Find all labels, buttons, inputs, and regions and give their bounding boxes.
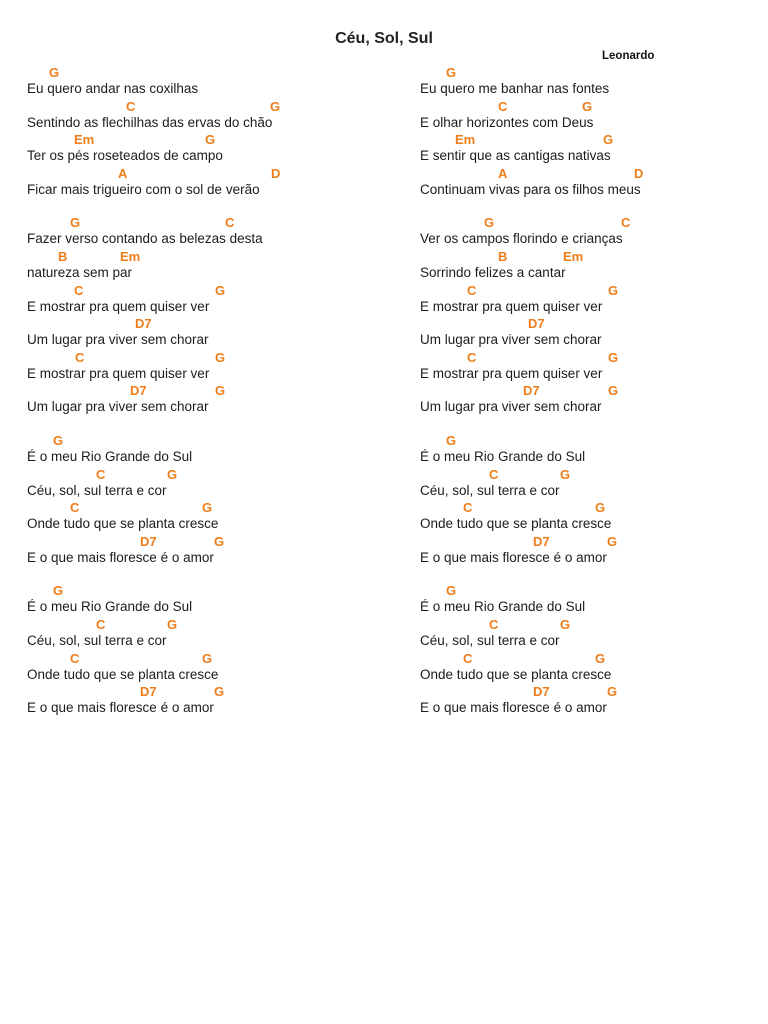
chord-line [420, 616, 768, 633]
chord: D [271, 165, 281, 181]
chord: C [126, 98, 136, 114]
stanza [27, 64, 397, 198]
chord-line [420, 248, 768, 265]
chord: Em [563, 248, 584, 264]
lyric-line: Onde tudo que se planta cresce [420, 666, 612, 682]
chord: D7 [528, 316, 545, 332]
lyric-line: Céu, sol, sul terra e cor [420, 482, 560, 498]
chord-line [420, 165, 768, 182]
verse-line [420, 248, 768, 282]
lyric-line: Céu, sol, sul terra e cor [420, 632, 560, 648]
lyric-line: Um lugar pra viver sem chorar [420, 399, 602, 415]
chord-line [27, 466, 397, 483]
chord: C [74, 282, 84, 298]
chord-line [420, 214, 768, 231]
chord: G [53, 583, 64, 599]
chord-line [27, 683, 397, 700]
chord-line [420, 98, 768, 115]
song-title: Céu, Sol, Sul [335, 30, 433, 47]
chord-line [420, 282, 768, 299]
lyric-line: natureza sem par [27, 264, 133, 280]
artist-name: Leonardo [602, 50, 655, 62]
chord-line [420, 382, 768, 399]
chord: G [215, 282, 226, 298]
chord-line [27, 165, 397, 182]
lyric-line: E sentir que as cantigas nativas [420, 148, 611, 164]
chord: Em [455, 132, 476, 148]
chord-line [420, 582, 768, 599]
chord: D7 [135, 316, 152, 332]
chord: D7 [140, 684, 157, 700]
chord: D7 [533, 533, 550, 549]
lyric-line: E olhar horizontes com Deus [420, 114, 594, 130]
verse-line [27, 282, 397, 316]
lyric-line: Céu, sol, sul terra e cor [27, 482, 167, 498]
chord: B [58, 248, 68, 264]
chord: C [70, 650, 80, 666]
verse-line [420, 683, 768, 717]
lyric-line: Um lugar pra viver sem chorar [27, 332, 209, 348]
chord: G [202, 500, 213, 516]
lyric-line: Fazer verso contando as belezas desta [27, 231, 263, 247]
verse-line [420, 382, 768, 416]
chord-line [420, 64, 768, 81]
chord: G [215, 349, 226, 365]
verse-line [420, 349, 768, 383]
lyric-line: Céu, sol, sul terra e cor [27, 632, 167, 648]
chord: C [467, 282, 477, 298]
chord-line [420, 533, 768, 550]
verse-line [27, 499, 397, 533]
chord: D7 [533, 684, 550, 700]
chord-line [27, 533, 397, 550]
verse-line [420, 499, 768, 533]
lyric-line: Onde tudo que se planta cresce [27, 516, 219, 532]
chord: C [463, 500, 473, 516]
chord: G [202, 650, 213, 666]
chord: C [463, 650, 473, 666]
chord: D7 [130, 383, 147, 399]
verse-line [420, 616, 768, 650]
chord: C [489, 466, 499, 482]
stanza [420, 214, 768, 416]
chord: G [205, 132, 216, 148]
verse-line [27, 582, 397, 616]
chord: G [595, 650, 606, 666]
chord: G [53, 432, 64, 448]
verse-line [27, 466, 397, 500]
lyric-line: Sorrindo felizes a cantar [420, 264, 566, 280]
lyrics-column-right [420, 64, 768, 733]
chord: Em [74, 132, 95, 148]
chord-line [27, 349, 397, 366]
chord: G [582, 98, 593, 114]
stanza [27, 432, 397, 566]
verse-line [27, 382, 397, 416]
chord: C [498, 98, 508, 114]
chord: G [214, 684, 225, 700]
lyric-line: Continuam vivas para os filhos meus [420, 181, 641, 197]
lyric-line: Um lugar pra viver sem chorar [420, 332, 602, 348]
verse-line [420, 650, 768, 684]
lyric-line: Um lugar pra viver sem chorar [27, 399, 209, 415]
lyric-line: E mostrar pra quem quiser ver [420, 365, 603, 381]
lyrics-column-left [27, 64, 397, 733]
chord: A [118, 165, 128, 181]
stanza [27, 214, 397, 416]
chord: G [49, 65, 60, 80]
lyric-line: E o que mais floresce é o amor [27, 549, 214, 565]
chord-line [27, 650, 397, 667]
chord: G [603, 132, 614, 148]
chord-line [27, 131, 397, 148]
lyric-line: Ver os campos florindo e crianças [420, 231, 623, 247]
chord: G [446, 65, 457, 80]
verse-line [420, 165, 768, 199]
chord-line [27, 382, 397, 399]
verse-line [27, 616, 397, 650]
verse-line [27, 165, 397, 199]
stanza [420, 64, 768, 198]
verse-line [420, 533, 768, 567]
verse-line [27, 683, 397, 717]
chord: G [446, 583, 457, 599]
chord-line [420, 432, 768, 449]
chord: G [595, 500, 606, 516]
stanza [420, 432, 768, 566]
chord: D7 [523, 383, 540, 399]
chord-line [27, 248, 397, 265]
chord: G [167, 616, 178, 632]
verse-line [420, 432, 768, 466]
chord: B [498, 248, 508, 264]
chord-line [420, 499, 768, 516]
chord: G [560, 466, 571, 482]
verse-line [27, 214, 397, 248]
chord: C [467, 349, 477, 365]
chord-line [420, 650, 768, 667]
chord: C [96, 466, 106, 482]
chord: D [634, 165, 644, 181]
lyric-line: Onde tudo que se planta cresce [27, 666, 219, 682]
chord: G [484, 215, 495, 231]
chord-line [420, 315, 768, 332]
chord: C [621, 215, 631, 231]
chord-line [27, 582, 397, 599]
chord: G [214, 533, 225, 549]
chord: D7 [140, 533, 157, 549]
lyric-line: E mostrar pra quem quiser ver [420, 298, 603, 314]
verse-line [27, 533, 397, 567]
chord: C [489, 616, 499, 632]
chord: G [446, 432, 457, 448]
verse-line [27, 131, 397, 165]
lyric-line: E o que mais floresce é o amor [27, 700, 214, 716]
chord: G [608, 383, 619, 399]
chord-line [420, 349, 768, 366]
verse-line [27, 432, 397, 466]
chord-line [27, 315, 397, 332]
verse-line [420, 98, 768, 132]
chord-line [27, 98, 397, 115]
verse-line [420, 64, 768, 98]
chord: G [70, 215, 81, 231]
verse-line [27, 349, 397, 383]
verse-line [420, 214, 768, 248]
verse-line [27, 248, 397, 282]
chord-line [420, 683, 768, 700]
verse-line [420, 582, 768, 616]
chord: A [498, 165, 508, 181]
lyric-line: Eu quero me banhar nas fontes [420, 81, 610, 96]
lyric-line: Sentindo as flechilhas das ervas do chão [27, 114, 273, 130]
verse-line [27, 98, 397, 132]
chord-line [27, 64, 397, 81]
verse-line [420, 282, 768, 316]
verse-line [420, 315, 768, 349]
verse-line [27, 650, 397, 684]
verse-line [27, 315, 397, 349]
chord: G [215, 383, 226, 399]
lyric-line: E mostrar pra quem quiser ver [27, 298, 210, 314]
stanza [27, 582, 397, 716]
lyric-line: Eu quero andar nas coxilhas [27, 81, 199, 96]
lyric-line: É o meu Rio Grande do Sul [420, 448, 586, 464]
chord: G [607, 684, 618, 700]
verse-line [27, 64, 397, 98]
lyric-line: E o que mais floresce é o amor [420, 700, 607, 716]
chord-line [27, 499, 397, 516]
chord-line [420, 131, 768, 148]
chord: G [607, 533, 618, 549]
chord: C [96, 616, 106, 632]
lyric-line: Ter os pés roseteados de campo [27, 148, 223, 164]
chord: C [75, 349, 85, 365]
chord-line [27, 282, 397, 299]
chord: G [608, 282, 619, 298]
lyric-line: E o que mais floresce é o amor [420, 549, 607, 565]
lyric-line: É o meu Rio Grande do Sul [27, 448, 193, 464]
chord: G [167, 466, 178, 482]
chord-line [27, 616, 397, 633]
chord-line [27, 214, 397, 231]
lyric-line: Onde tudo que se planta cresce [420, 516, 612, 532]
chord: G [608, 349, 619, 365]
chord: C [225, 215, 235, 231]
verse-line [420, 131, 768, 165]
chord-line [27, 432, 397, 449]
stanza [420, 582, 768, 716]
chord: G [560, 616, 571, 632]
lyric-line: É o meu Rio Grande do Sul [420, 599, 586, 615]
lyric-line: Ficar mais trigueiro com o sol de verão [27, 181, 260, 197]
chord: G [270, 98, 281, 114]
lyric-line: É o meu Rio Grande do Sul [27, 599, 193, 615]
chord: Em [120, 248, 141, 264]
chord: C [70, 500, 80, 516]
lyric-line: E mostrar pra quem quiser ver [27, 365, 210, 381]
chord-line [420, 466, 768, 483]
verse-line [420, 466, 768, 500]
